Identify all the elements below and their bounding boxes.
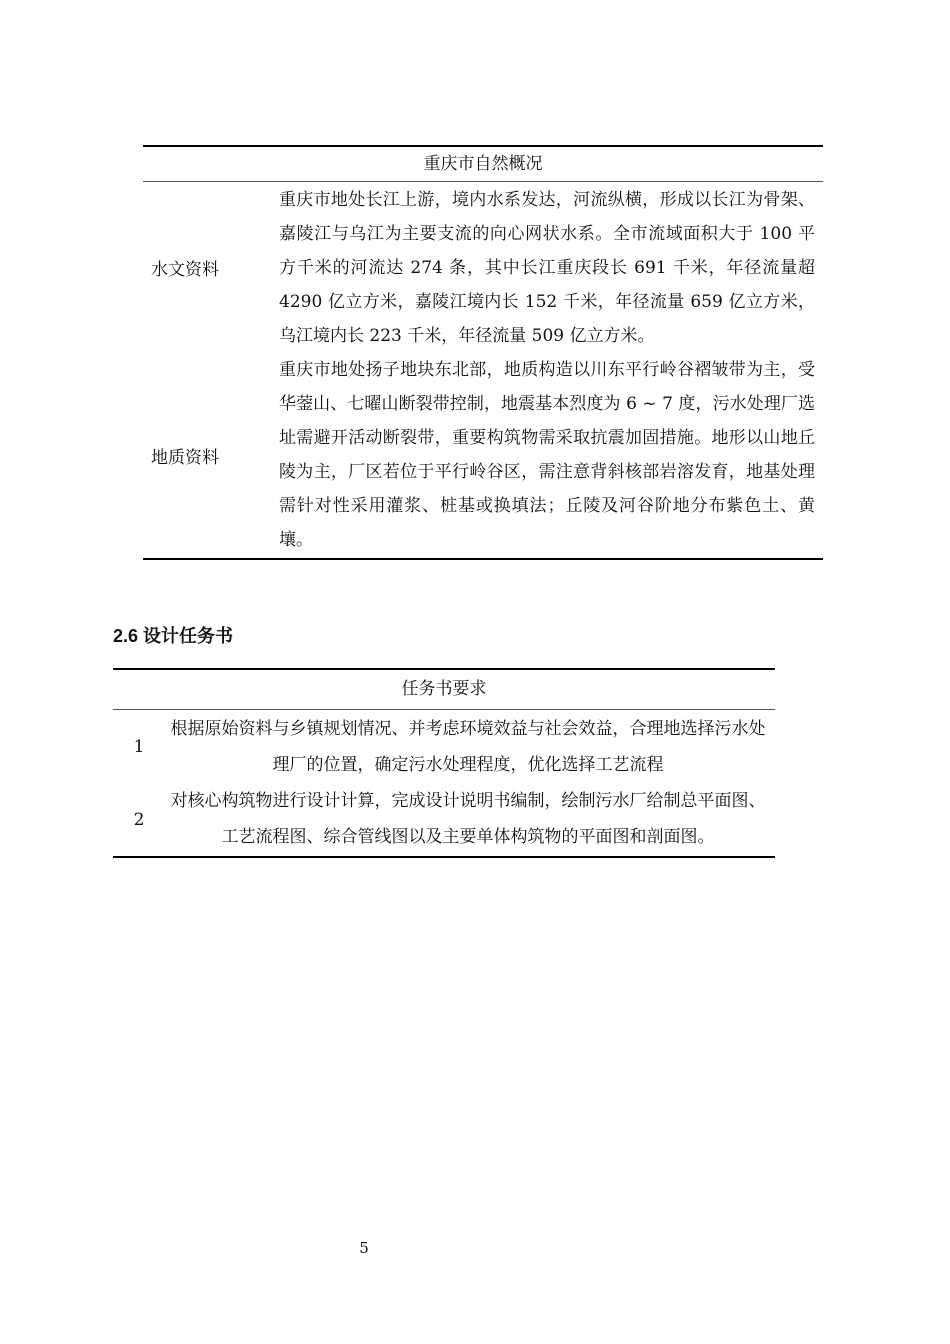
row-text: 根据原始资料与乡镇规划情况、并考虑环境效益与社会效益，合理地选择污水处理厂的位置，确定污水处理程度，优化选择工艺流程 (170, 719, 766, 775)
row-label: 地质资料 (151, 448, 219, 468)
page-number: 5 (359, 1239, 369, 1257)
row-number: 2 (133, 809, 145, 830)
row-text: 重庆市地处扬子地块东北部，地质构造以川东平行岭谷褶皱带为主，受华蓥山、七曜山断裂带控制，地震基本烈度为 6 ~ 7 度，污水处理厂选址需避开活动断裂带，重要构筑物需采取抗震加固措施。地形以山地丘陵为主，厂区若位于平行岭谷区，需注意背斜核部岩溶发育，地基处理需针对性采用灌浆、桩基或换填法；丘陵及河谷阶地分布紫色土、黄壤。 (279, 360, 815, 550)
table-title: 任务书要求 (113, 670, 775, 710)
table-row (113, 783, 775, 856)
table-row (143, 182, 823, 353)
section-heading: 2.6 设计任务书 (113, 626, 234, 646)
table-row (143, 353, 823, 558)
row-number: 1 (133, 736, 145, 757)
table-row (113, 710, 775, 783)
row-text: 对核心构筑物进行设计计算，完成设计说明书编制，绘制污水厂给制总平面图、工艺流程图、综合管线图以及主要单体构筑物的平面图和剖面图。 (170, 791, 766, 847)
task-requirements-table (113, 668, 775, 858)
row-label: 水文资料 (151, 260, 219, 280)
natural-conditions-table (143, 145, 823, 560)
row-text: 重庆市地处长江上游，境内水系发达，河流纵横，形成以长江为骨架、嘉陵江与乌江为主要支流的向心网状水系。全市流域面积大于 100 平方千米的河流达 274 条，其中长江重庆段长 691 千米，年径流量超 4290 亿立方米，嘉陵江境内长 152 千米，年径流量 659 亿立方米，乌江境内长 223 千米，年径流量 509 亿立方米。 (279, 190, 815, 346)
table-title: 重庆市自然概况 (143, 147, 823, 182)
